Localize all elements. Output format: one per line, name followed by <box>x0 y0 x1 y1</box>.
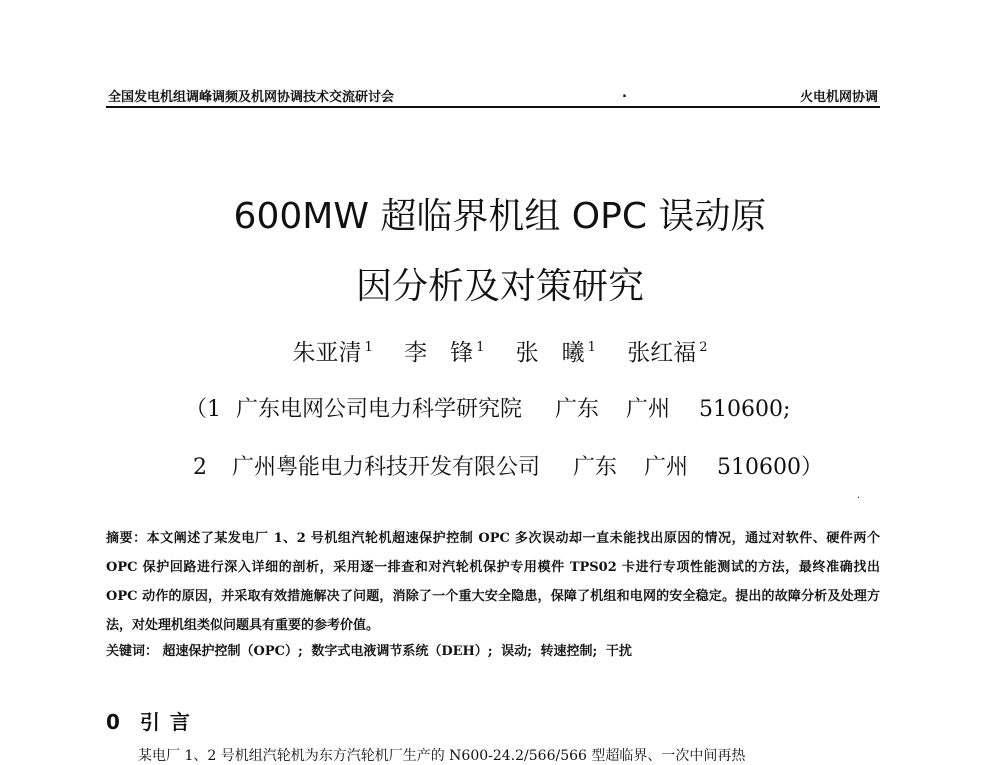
keywords <box>106 640 880 659</box>
section-category: 火电机网协调 <box>799 90 878 105</box>
author-name: 朱亚清 <box>292 340 362 366</box>
running-header <box>106 84 880 108</box>
body-text-partial: 某电厂 1、2 号机组汽轮机为东方汽轮机厂生产的 N600-24.2/566/566 型超临界、一次中间再热 <box>138 748 746 764</box>
affiliation-city: 广州 <box>644 455 689 480</box>
conference-name: 全国发电机组调峰调频及机网协调技术交流研讨会 <box>108 90 395 105</box>
section-number: 0 <box>106 710 120 734</box>
keyword: 数字式电液调节系统（DEH）; <box>311 644 493 659</box>
author-affiliation-mark: 1 <box>364 340 373 355</box>
author-name: 张红福 <box>627 340 697 366</box>
affiliation-province: 广东 <box>573 455 618 480</box>
affiliation-institution: 广州粤能电力科技开发有限公司 <box>232 455 541 480</box>
abstract-text: 本文阐述了某发电厂 1、2 号机组汽轮机超速保护控制 OPC 多次误动却一直未能找出原因的情况，通过对软件、硬件两个 OPC 保护回路进行深入详细的剖析，采用逐一排查和对汽轮机保护专用模件 TPS02 卡进行专项性能测试的方法，最终准确找出 OPC 动作的原因，并采取有效措施解决了问题，消除了一个重大安全隐患，保障了机组和电网的安全稳定。提出的故障分析及处理方法，对处理机组类似问题具有重要的参考价值。 <box>106 531 880 633</box>
affiliation-zip: 510600; <box>699 397 791 422</box>
keyword: 干扰 <box>605 644 632 659</box>
section-heading <box>106 706 200 735</box>
keyword: 误动; <box>501 644 532 659</box>
affiliation-province: 广东 <box>555 397 600 422</box>
author-affiliation-mark: 2 <box>699 340 708 355</box>
author-affiliation-mark: 1 <box>587 340 596 355</box>
affiliation-city: 广州 <box>626 397 671 422</box>
author <box>627 340 707 366</box>
author-list <box>0 334 1000 367</box>
abstract <box>106 524 880 640</box>
author-affiliation-mark: 1 <box>476 340 485 355</box>
keywords-label: 关键词： <box>106 644 159 659</box>
header-dot: . <box>622 86 627 101</box>
keyword: 转速控制; <box>540 644 598 659</box>
paper-title-line-2: 因分析及对策研究 <box>355 266 644 307</box>
paper-title-line-1: 600MW 超临界机组 OPC 误动原 <box>233 196 767 237</box>
author <box>516 340 596 366</box>
scan-speck: . <box>857 490 861 501</box>
affiliation-zip: 510600） <box>717 455 824 480</box>
author-name: 张 曦 <box>515 340 585 366</box>
author <box>404 340 484 366</box>
affiliation-institution: 广东电网公司电力科学研究院 <box>236 397 523 422</box>
author-name: 李 锋 <box>404 340 474 366</box>
affiliation-1 <box>185 392 790 423</box>
affiliation-number: 2 <box>193 455 207 480</box>
keyword: 超速保护控制（OPC）; <box>162 644 303 659</box>
affiliation-number: （1 <box>185 397 221 422</box>
abstract-label: 摘要： <box>106 531 147 546</box>
author <box>292 340 372 366</box>
affiliation-2 <box>193 450 823 481</box>
section-title: 引言 <box>139 710 200 734</box>
